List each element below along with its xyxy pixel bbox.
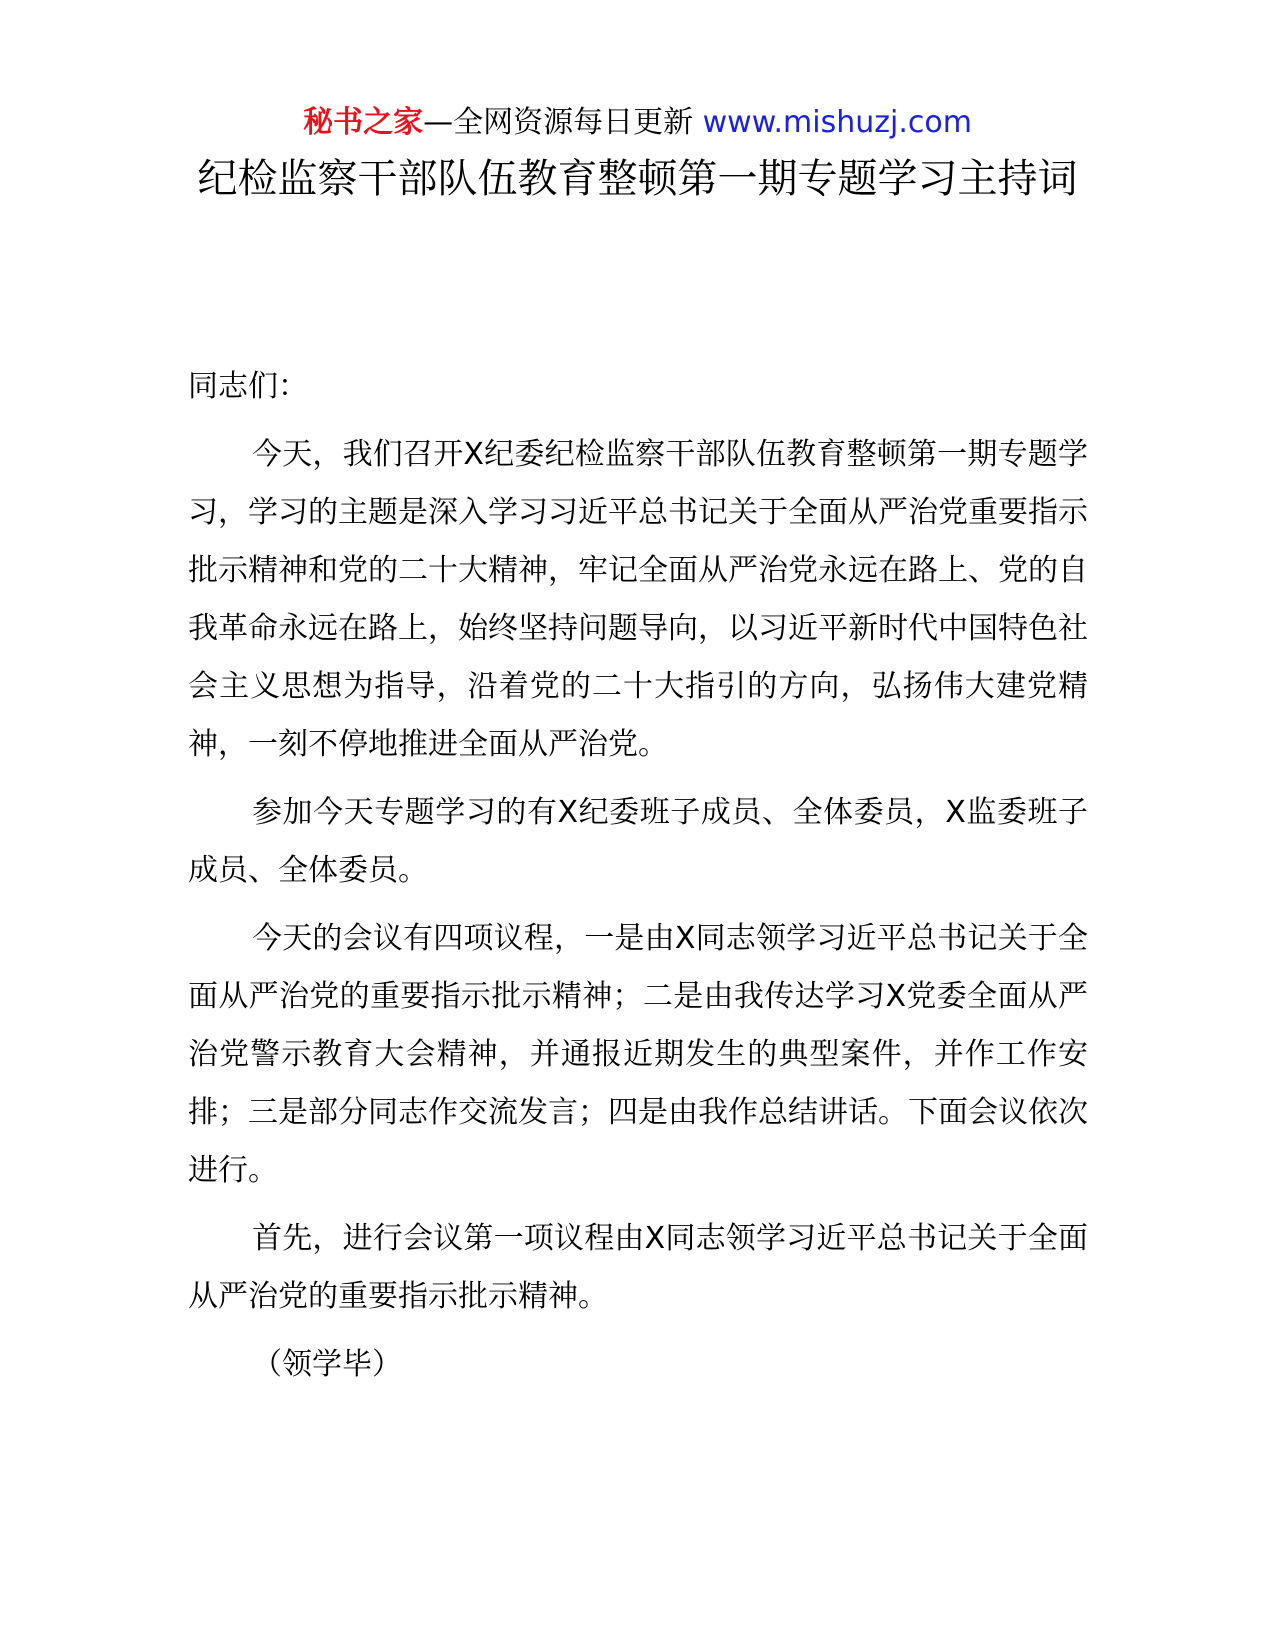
salutation: 同志们： [188,369,308,404]
paragraph-first-item: 首先，进行会议第一项议程由X同志领学习近平总书记关于全面从严治党的重要指示批示精神。 [188,1221,1088,1314]
paragraph-note: （领学毕） [252,1347,402,1382]
site-tagline: —全网资源每日更新 [423,105,703,140]
paragraph-agenda: 今天的会议有四项议程，一是由X同志领学习近平总书记关于全面从严治党的重要指示批示精神；二是由我传达学习X党委全面从严治党警示教育大会精神，并通报近期发生的典型案件，并作工作安排；三是部分同志作交流发言；四是由我作总结讲话。下面会议依次进行。 [188,921,1088,1188]
site-url-link[interactable]: www.mishuzj.com [702,105,972,140]
document-title: 纪检监察干部队伍教育整顿第一期专题学习主持词 [197,156,1078,202]
document-body [188,358,1088,1404]
site-header [0,100,1275,146]
paragraph-opening: 今天，我们召开X纪委纪检监察干部队伍教育整顿第一期专题学习，学习的主题是深入学习习近平总书记关于全面从严治党重要指示批示精神和党的二十大精神，牢记全面从严治党永远在路上、党的自我革命永远在路上，始终坚持问题导向，以习近平新时代中国特色社会主义思想为指导，沿着党的二十大指引的方向，弘扬伟大建党精神，一刻不停地推进全面从严治党。 [188,437,1088,762]
paragraph-attendees: 参加今天专题学习的有X纪委班子成员、全体委员，X监委班子成员、全体委员。 [188,795,1088,888]
site-brand: 秘书之家 [303,105,424,140]
